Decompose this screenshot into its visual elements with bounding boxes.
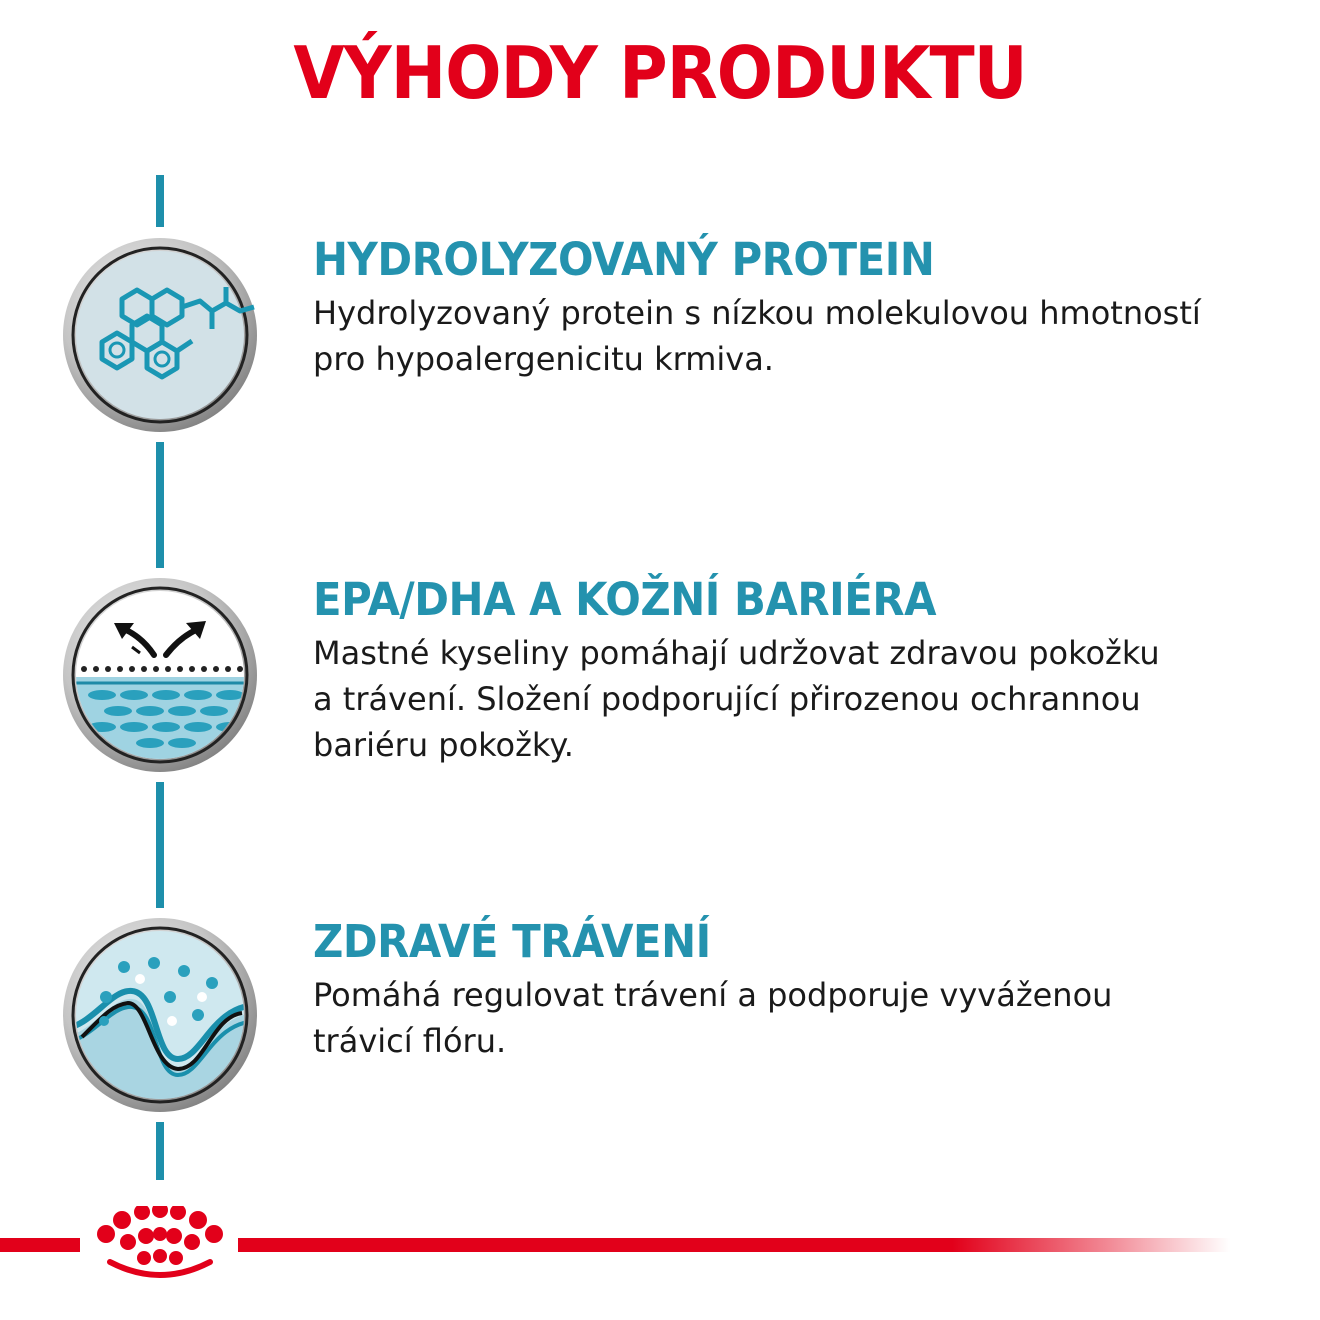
benefit-description-line: a trávení. Složení podporující přirozenou ochrannou <box>313 680 1141 718</box>
benefit-description-line: Pomáhá regulovat trávení a podporuje vyváženou <box>313 976 1113 1014</box>
benefit-item-hydrolyzed-protein <box>313 232 1303 382</box>
benefit-item-healthy-digestion <box>313 914 1303 1064</box>
timeline-segment <box>156 175 164 227</box>
benefit-title: HYDROLYZOVANÝ PROTEIN <box>313 233 935 286</box>
benefit-title: ZDRAVÉ TRÁVENÍ <box>313 915 711 968</box>
benefit-title: EPA/DHA A KOŽNÍ BARIÉRA <box>313 573 937 626</box>
timeline-segment <box>156 782 164 908</box>
skin-barrier-icon <box>62 577 258 773</box>
benefit-description <box>313 290 1303 382</box>
benefit-description-line: trávicí flóru. <box>313 1022 507 1060</box>
page-title: VÝHODY PRODUKTU <box>293 31 1027 115</box>
benefit-description-line: Hydrolyzovaný protein s nízkou molekulovou hmotností <box>313 294 1201 332</box>
benefit-description-line: pro hypoalergenicitu krmiva. <box>313 340 774 378</box>
benefit-description <box>313 972 1303 1064</box>
benefit-description-line: Mastné kyseliny pomáhají udržovat zdravou pokožku <box>313 634 1160 672</box>
benefit-item-epa-dha <box>313 572 1303 768</box>
crown-logo-icon <box>92 1206 228 1282</box>
digestion-icon <box>62 917 258 1113</box>
footer-divider-right <box>238 1238 1230 1252</box>
footer-divider-left <box>0 1238 80 1252</box>
benefit-description <box>313 630 1303 768</box>
timeline-segment <box>156 442 164 568</box>
timeline-segment <box>156 1122 164 1180</box>
benefit-description-line: bariéru pokožky. <box>313 726 574 764</box>
molecule-icon <box>62 237 258 433</box>
